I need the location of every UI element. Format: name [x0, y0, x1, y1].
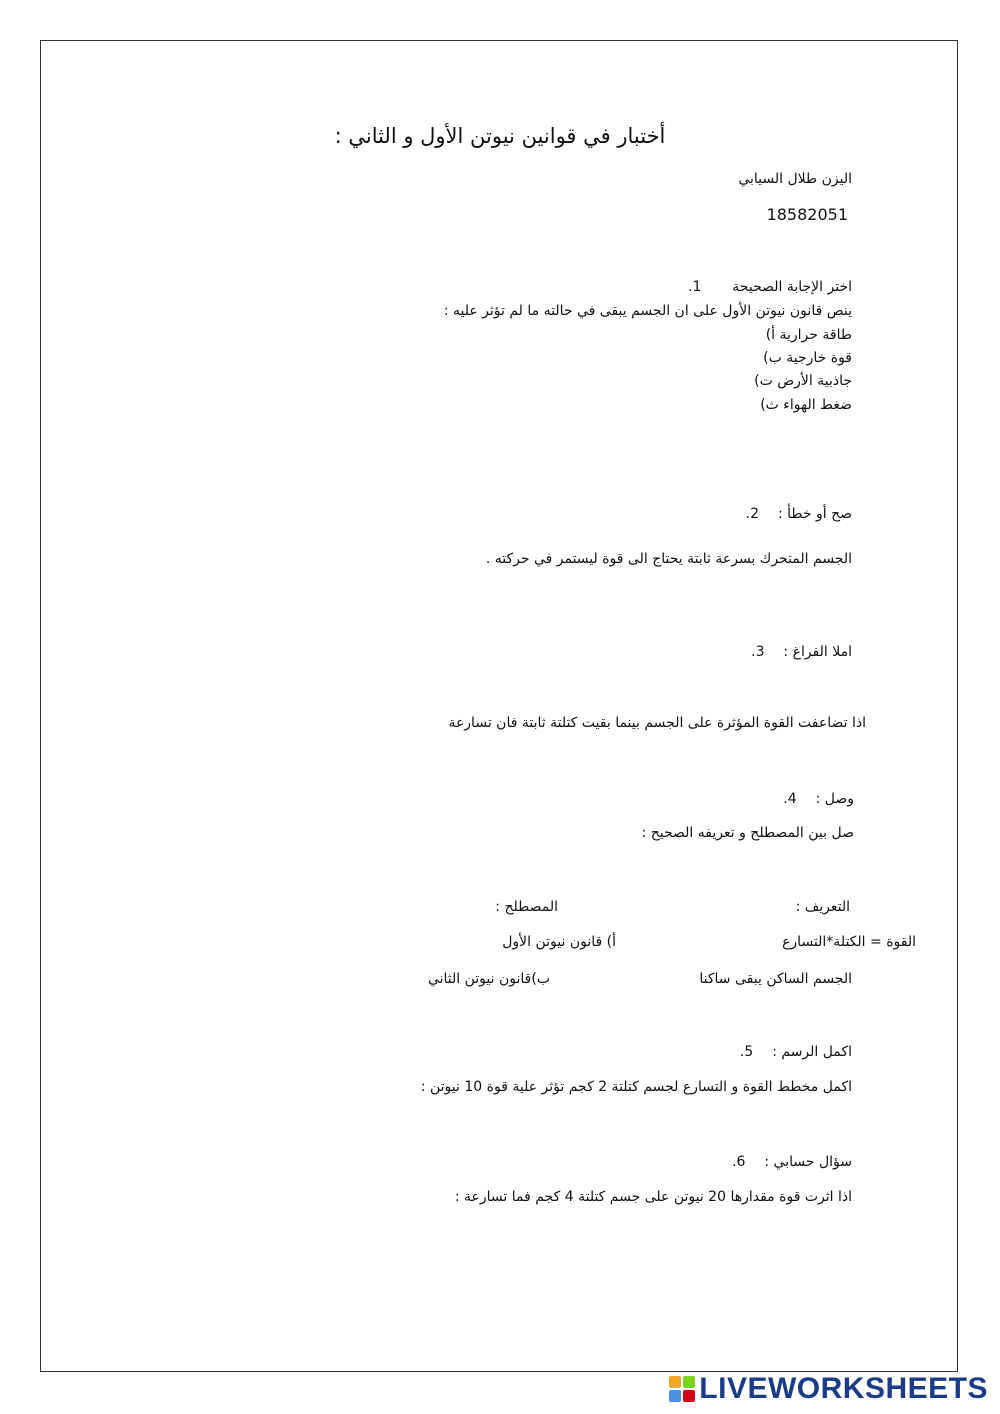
q3-heading: املا الفراغ :: [783, 644, 852, 660]
q2-heading: صح أو خطأ :: [777, 506, 852, 522]
q1-option-c[interactable]: جاذبية الأرض ت): [754, 373, 852, 389]
logo-square-icon: [669, 1390, 681, 1402]
student-id: 18582051: [766, 205, 848, 224]
worksheet-title: أختبار في قوانين نيوتن الأول و الثاني :: [334, 124, 666, 148]
logo-square-icon: [669, 1376, 681, 1388]
q4-heading: وصل :: [815, 791, 854, 807]
q1-option-a[interactable]: طاقة حرارية أ): [765, 327, 852, 343]
q6-heading: سؤال حسابي :: [764, 1154, 852, 1170]
student-name: اليزن طلال السيابي: [738, 171, 852, 187]
q1-number: 1.: [688, 279, 702, 295]
q5-number: 5.: [739, 1044, 754, 1060]
q1-heading-row: [688, 278, 852, 296]
q5-statement: اكمل مخطط القوة و التسارع لجسم كتلتة 2 كجم تؤثر علية قوة 10 نيوتن :: [420, 1079, 852, 1095]
q4-definition-1[interactable]: القوة = الكتلة*التسارع: [782, 934, 916, 950]
q4-term-2[interactable]: ب)قانون نيوتن الثاني: [427, 971, 550, 987]
q2-statement: الجسم المتحرك بسرعة ثابتة يحتاج الى قوة ليستمر في حركته .: [485, 551, 852, 567]
q1-option-d[interactable]: ضغط الهواء ث): [760, 397, 852, 413]
q4-instruction: صل بين المصطلح و تعريفه الصحيح :: [641, 825, 854, 841]
q4-number: 4.: [783, 791, 797, 807]
q6-number: 6.: [732, 1154, 746, 1170]
worksheet-border: [40, 40, 958, 1372]
q6-heading-row: [732, 1153, 852, 1171]
liveworksheets-logo[interactable]: [669, 1372, 988, 1406]
q1-question: ينص قانون نيوتن الأول على ان الجسم يبقى في حالته ما لم تؤثر عليه :: [443, 303, 852, 319]
q2-heading-row: [746, 505, 852, 523]
logo-grid-icon: [669, 1376, 695, 1402]
q5-heading-row: [740, 1043, 852, 1061]
q2-number: 2.: [745, 506, 760, 522]
logo-square-icon: [683, 1376, 695, 1388]
q4-term-1[interactable]: أ) قانون نيوتن الأول: [502, 934, 616, 950]
q6-statement: اذا اثرت قوة مقدارها 20 نيوتن على جسم كتلتة 4 كجم فما تسارعة :: [454, 1189, 852, 1205]
q4-definition-header: التعريف :: [795, 899, 850, 915]
q1-option-b[interactable]: قوة خارجية ب): [763, 350, 852, 366]
q5-heading: اكمل الرسم :: [772, 1044, 852, 1060]
q4-term-header: المصطلح :: [495, 899, 558, 915]
q3-number: 3.: [751, 644, 765, 660]
brand-name: LIVEWORKSHEETS: [699, 1372, 988, 1405]
q3-heading-row: [751, 643, 852, 661]
q4-heading-row: [783, 790, 854, 808]
q1-heading: اختر الإجابة الصحيحة: [732, 279, 852, 295]
q4-definition-2[interactable]: الجسم الساكن يبقى ساكنا: [699, 971, 852, 987]
q3-statement: اذا تضاعفت القوة المؤثرة على الجسم بينما بقيت كتلتة ثابتة فان تسارعة: [448, 715, 866, 731]
logo-square-icon: [683, 1390, 695, 1402]
